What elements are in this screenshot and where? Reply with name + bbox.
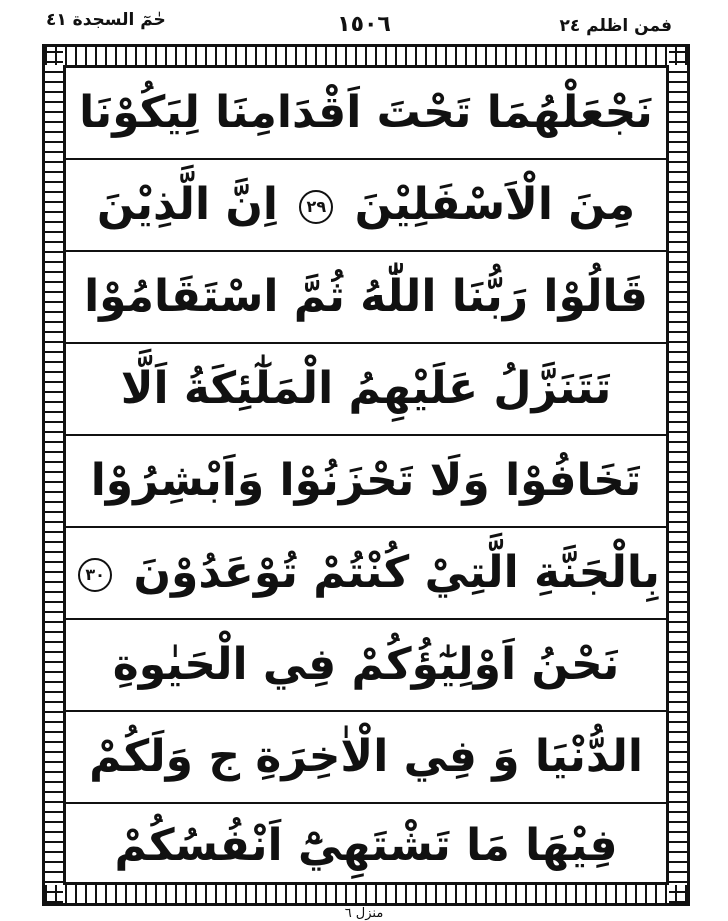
quran-line-9 <box>66 804 666 888</box>
line-text: نَحْنُ اَوْلِيٰٓؤُكُمْ فِي الْحَيٰوةِ <box>112 639 620 691</box>
line-text: تَخَافُوْا وَلَا تَحْزَنُوْا وَاَبْشِرُوْا <box>90 455 642 507</box>
line-text: بِالْجَنَّةِ الَّتِيْ كُنْتُمْ تُوْعَدُوْنَ ٣٠ <box>72 542 660 604</box>
ornamental-border <box>42 44 690 906</box>
quran-line-6 <box>66 528 666 620</box>
manzil-footer: منزل ٦ <box>344 906 384 921</box>
quran-line-3 <box>66 252 666 344</box>
page-header <box>0 0 728 44</box>
quran-line-1 <box>66 68 666 160</box>
line-text: فِيْهَا مَا تَشْتَهِيْٓ اَنْفُسُكُمْ <box>114 820 618 872</box>
quran-line-7 <box>66 620 666 712</box>
surah-label: حٰمٓ السجدة ٤١ <box>46 10 166 30</box>
line-text: مِنَ الْاَسْفَلِيْنَ ٢٩ اِنَّ الَّذِيْنَ <box>96 179 636 231</box>
text-panel <box>63 65 669 885</box>
line-text: قَالُوْا رَبُّنَا اللّٰهُ ثُمَّ اسْتَقَامُوْا <box>84 271 648 323</box>
ayah-number-marker: ٣٠ <box>78 558 112 592</box>
page-number: ١٥٠٦ <box>337 12 391 37</box>
line-text: الدُّنْيَا وَ فِي الْاٰخِرَةِ ج وَلَكُمْ <box>89 731 643 783</box>
line-text: تَتَنَزَّلُ عَلَيْهِمُ الْمَلٰٓئِكَةُ اَلَّا <box>120 363 612 415</box>
quran-line-5 <box>66 436 666 528</box>
line-text: نَجْعَلْهُمَا تَحْتَ اَقْدَامِنَا لِيَكُوْنَا <box>79 87 653 139</box>
quran-line-8 <box>66 712 666 804</box>
juz-label: فمن اظلم ٢٤ <box>559 16 672 36</box>
ayah-number-marker: ٢٩ <box>299 190 333 224</box>
quran-line-4 <box>66 344 666 436</box>
quran-line-2 <box>66 160 666 252</box>
